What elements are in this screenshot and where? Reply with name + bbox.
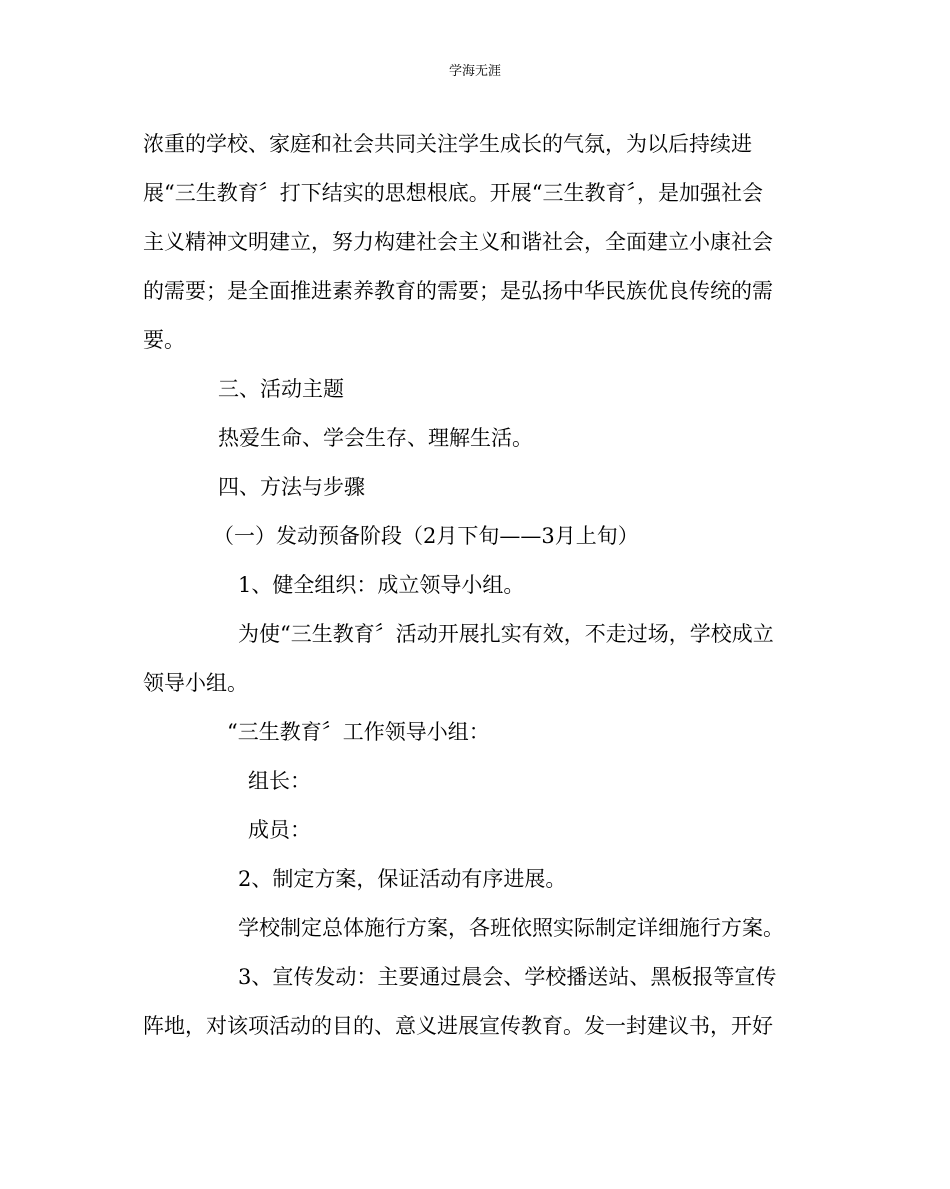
paragraph-line: 热爱生命、学会生存、理解生活。 [218, 426, 533, 450]
paragraph-line: 要。 [143, 328, 185, 352]
list-item: 3、宣传发动：主要通过晨会、学校播送站、黑板报等宣传 [238, 965, 777, 989]
section-heading: 三、活动主题 [218, 377, 344, 401]
paragraph-line: 领导小组。 [143, 671, 248, 695]
group-leader-label: 组长： [248, 769, 311, 793]
paragraph-line: 展“三生教育〞打下结实的思想根底。开展“三生教育〞，是加强社会 [143, 181, 763, 205]
subsection-heading: （一）发动预备阶段（2月下旬——3月上旬） [213, 524, 639, 548]
paragraph-line: 阵地，对该项活动的目的、意义进展宣传教育。发一封建议书，开好 [143, 1014, 773, 1038]
section-heading: 四、方法与步骤 [218, 475, 365, 499]
list-item: 2、制定方案，保证活动有序进展。 [238, 867, 567, 891]
list-item: 1、健全组织：成立领导小组。 [238, 573, 525, 597]
page-header: 学海无涯 [448, 64, 501, 79]
paragraph-line: 浓重的学校、家庭和社会共同关注学生成长的气氛，为以后持续进 [143, 132, 752, 156]
paragraph-line: 学校制定总体施行方案，各班依照实际制定详细施行方案。 [238, 916, 784, 940]
paragraph-line: 为使“三生教育〞活动开展扎实有效，不走过场，学校成立 [238, 622, 774, 646]
paragraph-line: 的需要；是全面推进素养教育的需要；是弘扬中华民族优良传统的需 [143, 279, 773, 303]
paragraph-line: 主义精神文明建立，努力构建社会主义和谐社会，全面建立小康社会 [143, 230, 773, 254]
group-members-label: 成员： [248, 818, 311, 842]
group-title: “三生教育〞工作领导小组： [227, 720, 490, 744]
